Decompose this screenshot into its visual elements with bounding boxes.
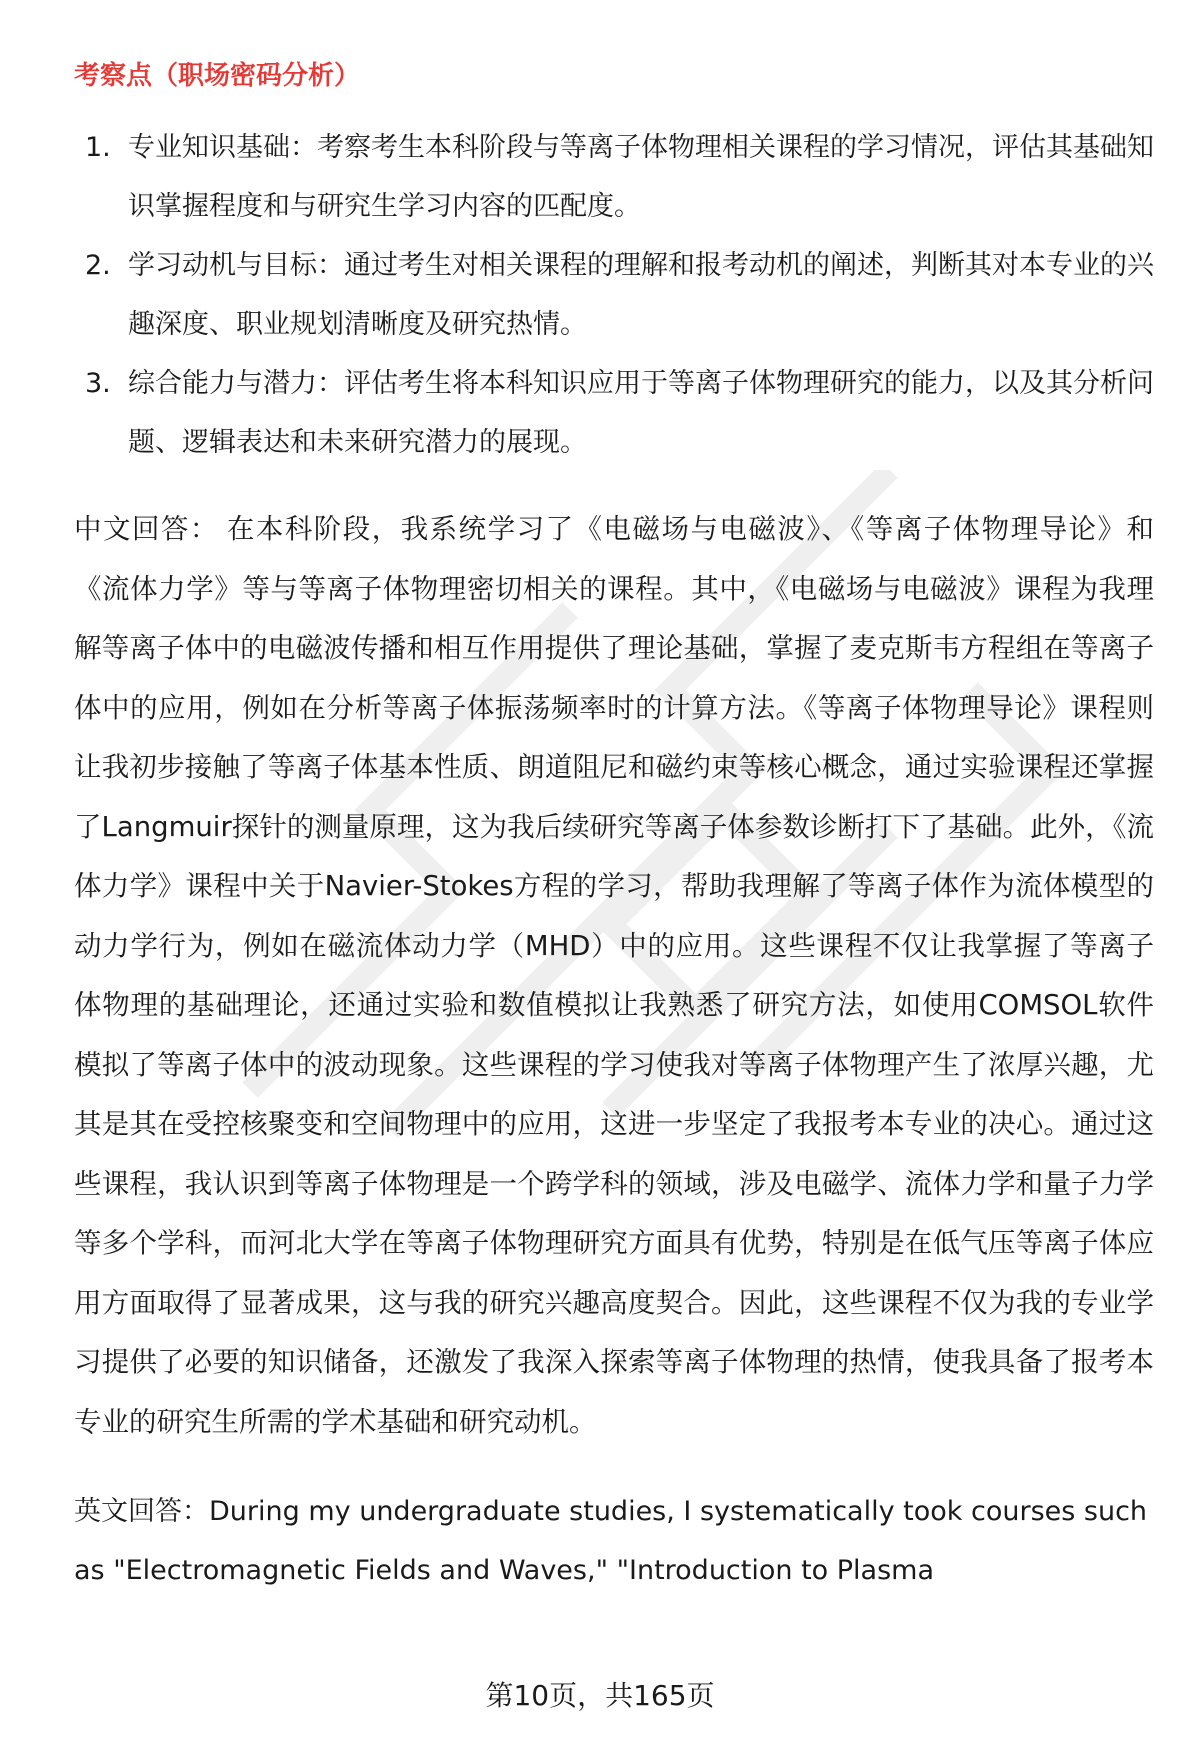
list-item-number: 1. <box>85 132 111 163</box>
list-item-text: 学习动机与目标：通过考生对相关课程的理解和报考动机的阐述，判断其对本专业的兴趣深度、职业规划清晰度及研究热情。 <box>128 250 1154 340</box>
list-item <box>74 236 1154 354</box>
list-item <box>74 354 1154 472</box>
chinese-answer-text: 在本科阶段，我系统学习了《电磁场与电磁波》、《等离子体物理导论》和《流体力学》等与等离子体物理密切相关的课程。其中，《电磁场与电磁波》课程为我理解等离子体中的电磁波传播和相互作用提供了理论基础，掌握了麦克斯韦方程组在等离子体中的应用，例如在分析等离子体振荡频率时的计算方法。《等离子体物理导论》课程则让我初步接触了等离子体基本性质、朗道阻尼和磁约束等核心概念，通过实验课程还掌握了Langmuir探针的测量原理，这为我后续研究等离子体参数诊断打下了基础。此外，《流体力学》课程中关于Navier-Stokes方程的学习，帮助我理解了等离子体作为流体模型的动力学行为，例如在磁流体动力学（MHD）中的应用。这些课程不仅让我掌握了等离子体物理的基础理论，还通过实验和数值模拟让我熟悉了研究方法，如使用COMSOL软件模拟了等离子体中的波动现象。这些课程的学习使我对等离子体物理产生了浓厚兴趣，尤其是其在受控核聚变和空间物理中的应用，这进一步坚定了我报考本专业的决心。通过这些课程，我认识到等离子体物理是一个跨学科的领域，涉及电磁学、流体力学和量子力学等多个学科，而河北大学在等离子体物理研究方面具有优势，特别是在低气压等离子体应用方面取得了显著成果，这与我的研究兴趣高度契合。因此，这些课程不仅为我的专业学习提供了必要的知识储备，还激发了我深入探索等离子体物理的热情，使我具备了报考本专业的研究生所需的学术基础和研究动机。 <box>74 513 1155 1438</box>
list-item-number: 3. <box>85 368 111 399</box>
section-title: 考察点（职场密码分析） <box>74 61 361 91</box>
english-answer-paragraph <box>74 1482 1154 1600</box>
list-item <box>74 118 1154 236</box>
list-item-number: 2. <box>85 250 111 281</box>
page-footer: 第10页，共165页 <box>485 1679 715 1712</box>
chinese-answer-label: 中文回答： <box>74 513 219 545</box>
document-page <box>74 58 1154 1600</box>
list-item-text: 综合能力与潜力：评估考生将本科知识应用于等离子体物理研究的能力，以及其分析问题、逻辑表达和未来研究潜力的展现。 <box>128 368 1154 458</box>
english-answer-text: During my undergraduate studies, I systematically took courses such as "Electromagnetic Fields and Waves," "Introduction to Plasma <box>74 1496 1148 1586</box>
english-answer-label: 英文回答： <box>74 1496 209 1527</box>
chinese-answer-paragraph <box>74 500 1154 1452</box>
assessment-points-list <box>74 118 1154 472</box>
list-item-text: 专业知识基础：考察考生本科阶段与等离子体物理相关课程的学习情况，评估其基础知识掌握程度和与研究生学习内容的匹配度。 <box>128 132 1154 222</box>
